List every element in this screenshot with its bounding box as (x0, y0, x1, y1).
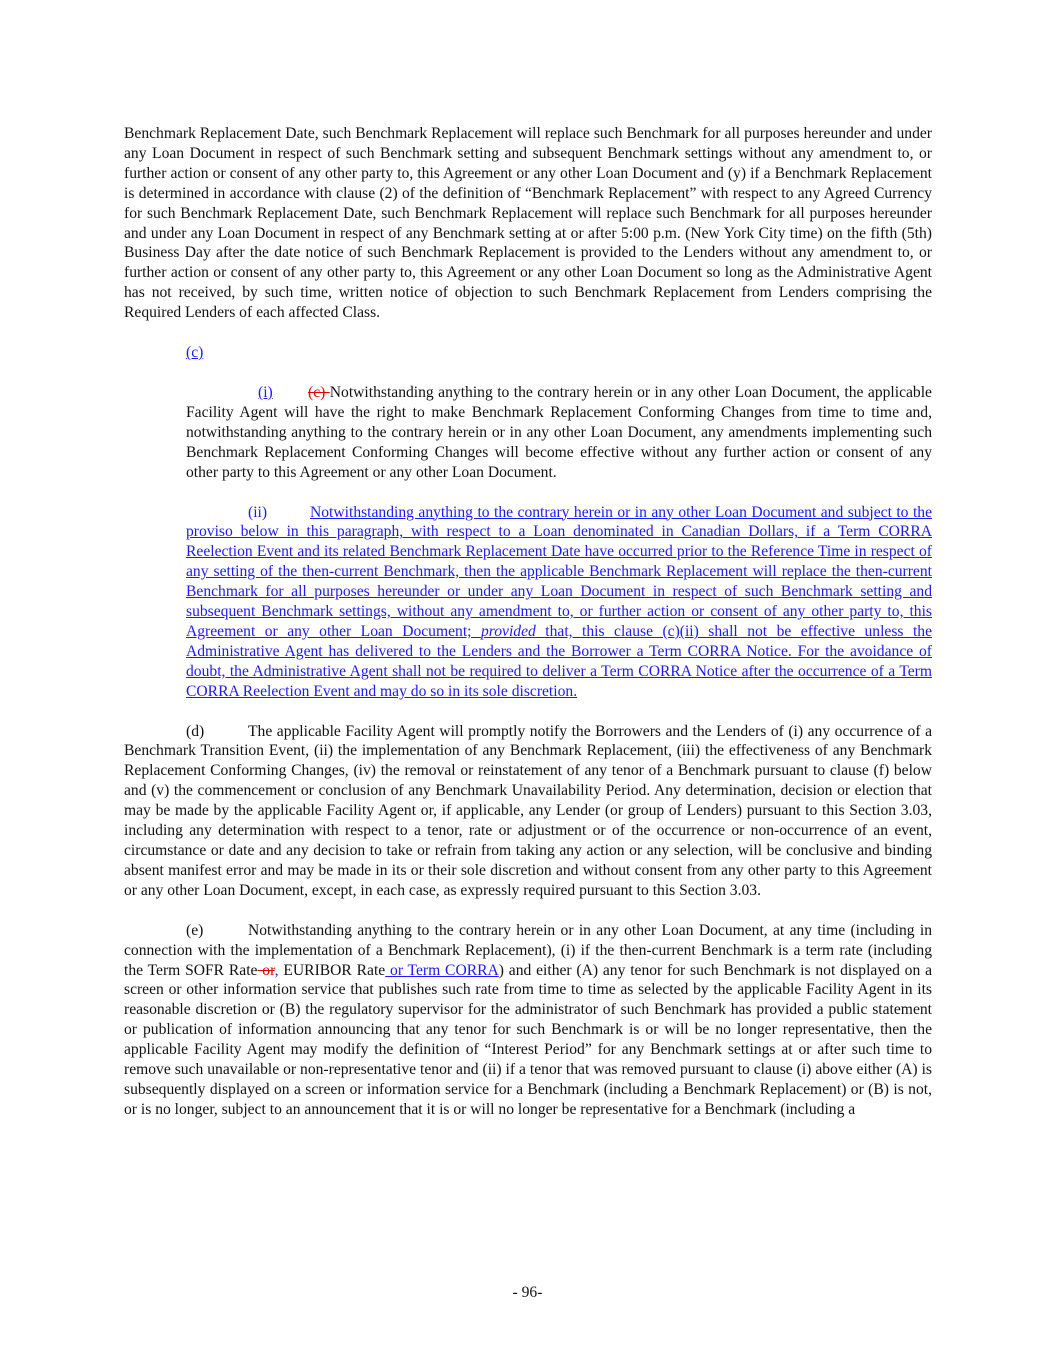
section-d-label: (d) (186, 722, 205, 740)
item-ii-text-italic: provided (480, 622, 536, 640)
item-ii-text-after: that, this clause (c)(ii) shall not be effective unless the Administrative Agent has delivered to the Lenders and the Borrower a Term CORRA Notice. For the avoidance of doubt, the Administrative Agent shall not be required to deliver a Term CORRA Notice after the occurrence of a Term CORRA Reelection Event and may do so in its sole discretion. (186, 622, 932, 700)
item-i-text: Notwithstanding anything to the contrary herein or in any other Loan Document, the applicable Facility Agent will have the right to make Benchmark Replacement Conforming Changes from time to time and, notwithstanding anything to the contrary herein or in any other Loan Document, any amendments implementing such Benchmark Replacement Conforming Changes will become effective without any further action or consent of any other party to this Agreement or any other Loan Document. (186, 383, 932, 481)
item-i-label: (i) (258, 383, 273, 401)
section-e-deleted-or: or (257, 961, 275, 979)
section-c-label: (c) (186, 344, 204, 362)
section-e-inserted-comma: , (274, 961, 279, 979)
item-ii-label: (ii) (248, 503, 268, 521)
section-e-label: (e) (186, 921, 204, 939)
section-c-ii-paragraph (186, 503, 932, 702)
section-e-text-3: ) and either (A) any tenor for such Benchmark is not displayed on a screen or other information service that publishes such rate from time to time as selected by the applicable Facility Agent in its reasonable discretion or (B) the regulatory supervisor for the administrator of such Benchmark has provided a public statement or publication of information announcing that any tenor for such Benchmark is or will be no longer representative, then the applicable Facility Agent may modify the definition of “Interest Period” for any Benchmark settings at or after such time to remove such unavailable or non-representative tenor and (ii) if a tenor that was removed pursuant to clause (i) above either (A) is subsequently displayed on a screen or information service for a Benchmark (including a Benchmark Replacement) or (B) is not, or is no longer, subject to an announcement that it is or will no longer be representative for a Benchmark (including a (124, 961, 932, 1118)
item-i-deleted-label: (c) (308, 383, 330, 401)
section-e-inserted-term-corra: or Term CORRA (385, 961, 499, 979)
section-d-text: The applicable Facility Agent will promptly notify the Borrowers and the Lenders of (i) any occurrence of a Benchmark Transition Event, (ii) the implementation of any Benchmark Replacement, (iii) the effectiveness of any Benchmark Replacement Conforming Changes, (iv) the removal or reinstatement of any tenor of a Benchmark pursuant to clause (f) below and (v) the commencement or conclusion of any Benchmark Unavailability Period. Any determination, decision or election that may be made by the applicable Facility Agent or, if applicable, any Lender (or group of Lenders) pursuant to this Section 3.03, including any determination with respect to a tenor, rate or adjustment or of the occurrence or non-occurrence of an event, circumstance or date and any decision to take or refrain from taking any action or any selection, will be conclusive and binding absent manifest error and may be made in its or their sole discretion and without consent from any other party to this Agreement or any other Loan Document, except, in each case, as expressly required pursuant to this Section 3.03. (124, 722, 932, 899)
paragraph-b-continuation: Benchmark Replacement Date, such Benchmark Replacement will replace such Benchmark for all purposes hereunder and under any Loan Document in respect of such Benchmark setting and subsequent Benchmark settings without any amendment to, or further action or consent of any other party to, this Agreement or any other Loan Document and (y) if a Benchmark Replacement is determined in accordance with clause (2) of the definition of “Benchmark Replacement” with respect to any Agreed Currency for such Benchmark Replacement Date, such Benchmark Replacement will replace such Benchmark for all purposes hereunder and under any Loan Document in respect of any Benchmark setting at or after 5:00 p.m. (New York City time) on the fifth (5th) Business Day after the date notice of such Benchmark Replacement is provided to the Lenders without any amendment to, or further action or consent of any other party to, this Agreement or any other Loan Document so long as the Administrative Agent has not received, by such time, written notice of objection to such Benchmark Replacement from Lenders comprising the Required Lenders of each affected Class. (124, 125, 932, 322)
page-number: - 96- (512, 1284, 543, 1301)
section-e-paragraph (124, 921, 932, 1120)
section-c-i-paragraph (186, 383, 932, 483)
item-ii-text-before: Notwithstanding anything to the contrary herein or in any other Loan Document and subject to the proviso below in this paragraph, with respect to a Loan denominated in Canadian Dollars, if a Term CORRA Reelection Event and its related Benchmark Replacement Date have occurred prior to the Reference Time in respect of any setting of the then-current Benchmark, then the applicable Benchmark Replacement will replace the then-current Benchmark for all purposes hereunder or under any Loan Document in respect of such Benchmark setting and subsequent Benchmark settings, without any amendment to, or further action or consent of any other party to, this Agreement or any other Loan Document; (186, 503, 932, 640)
section-d-paragraph (124, 722, 932, 901)
section-c-heading (186, 343, 932, 363)
section-e-text-2: EURIBOR Rate (278, 961, 386, 979)
section-e-text-1: Notwithstanding anything to the contrary herein or in any other Loan Document, at any time (including in connection with the implementation of a Benchmark Replacement), (i) if the then-current Benchmark is a term rate (including the Term SOFR Rate (124, 921, 932, 979)
document-page (124, 124, 932, 1120)
